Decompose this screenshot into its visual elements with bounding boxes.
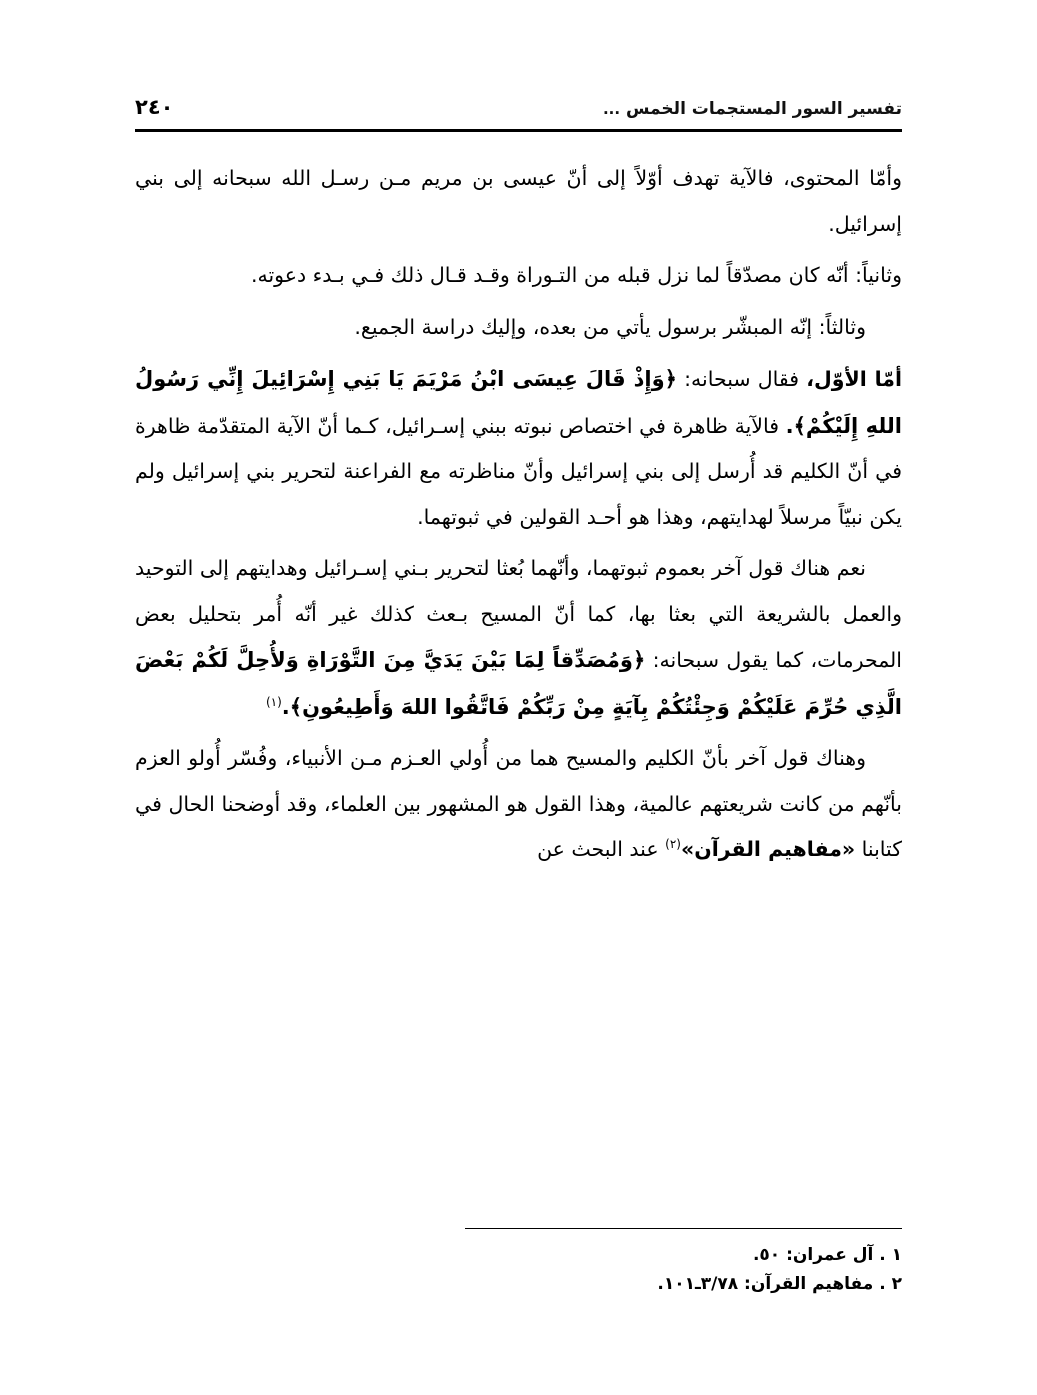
book-title-reference: «مفاهيم القرآن»: [680, 837, 856, 862]
footnote-2: ٢ . مفاهيم القرآن: ٣/٧٨ـ١٠١.: [657, 1274, 902, 1295]
paragraph-1: وأمّا المحتوى، فالآية تهدف أوّلاً إلى أنّ عيسى بن مريم مـن رسـل الله سبحانه إلى بني إسرائيل.: [135, 166, 902, 236]
paragraph-3: وثالثاً: إنّه المبشّر برسول يأتي من بعده، وإليك دراسة الجميع.: [354, 314, 866, 339]
paragraph-5: [135, 546, 902, 730]
running-head-text: تفسير السور المستجمات الخمس: [626, 99, 902, 119]
paragraph-6: [135, 736, 902, 873]
footnote-marker-2: (٢): [665, 837, 681, 852]
paragraph-4-lead: أمّا الأوّل،: [806, 367, 902, 391]
running-head-dots: ...: [602, 100, 621, 118]
paragraph-4-after: فالآية ظاهرة في اختصاص نبوته ببني إسـرائيل، كـما أنّ الآية المتقدّمة ظاهرة في أنّ الكليم قد أُرسل إلى بني إسرائيل وأنّ مناظرته مع الفراعنة لتحرير بني إسرائيل ولم يكن نبيّاً مرسلاً لهدايتهم، وهذا هو أحـد القولين في ثبوتهما.: [135, 413, 902, 529]
footnote-area: [135, 1228, 902, 1301]
footnote-divider: [465, 1228, 902, 1229]
body-text: [135, 156, 902, 873]
footnote-1: ١ . آل عمران: ٥٠.: [752, 1244, 902, 1265]
page-number: ٢٤٠: [135, 95, 174, 119]
footnote-marker-1: (١): [265, 695, 282, 709]
running-head-title: [603, 99, 902, 119]
page-header: [135, 95, 902, 119]
paragraph-6-after: عند البحث عن: [537, 837, 666, 862]
paragraph-6-before: وهناك قول آخر بأنّ الكليم والمسيح هما من أُولي العـزم مـن الأنبياء، وفُسّر أُولو العزم بأنّهم من كانت شريعتهم عالمية، وهذا القول هو المشهور بين العلماء، وقد أوضحنا الحال في كتابنا: [135, 746, 902, 862]
header-divider: [135, 129, 902, 132]
paragraph-5-before: نعم هناك قول آخر بعموم ثبوتهما، وأنّهما بُعثا لتحرير بـني إسـرائيل وهدايتهم إلى التوحيد والعمل بالشريعة التي بعثا بها، كما أنّ المسيح بـعث كذلك غير أنّه أُمر بتحليل بعض المحرمات، كما يقول سبحانه:: [135, 556, 902, 673]
quran-quote-1: ﴿وَإِذْ قَالَ عِيسَى ابْنُ مَرْيَمَ يَا بَنِي إِسْرَائِيلَ إِنِّي رَسُولُ اللهِ إِلَيْكُمْ﴾.: [135, 367, 902, 438]
paragraph-4: [135, 356, 902, 540]
paragraph-4-before: فقال سبحانه:: [676, 367, 807, 391]
paragraph-2: وثانياً: أنّه كان مصدّقاً لما نزل قبله من التـوراة وقـد قـال ذلك فـي بـدء دعوته.: [250, 263, 902, 287]
quran-quote-2: ﴿وَمُصَدِّقاً لِمَا بَيْنَ يَدَيَّ مِنَ التَّوْرَاةِ وَلأُحِلَّ لَكُمْ بَعْضَ الَّذِي حُرِّمَ عَلَيْكُمْ وَجِئْتُكُمْ بِآيَةٍ مِنْ رَبِّكُمْ فَاتَّقُوا اللهَ وَأَطِيعُونِ﴾.: [135, 648, 902, 719]
